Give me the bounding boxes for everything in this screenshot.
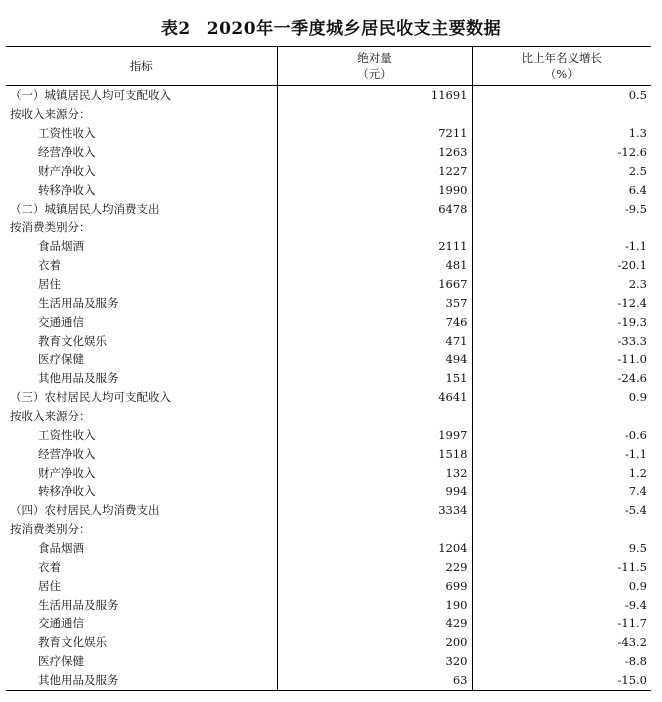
row-growth-value: -43.2 <box>472 633 651 652</box>
row-absolute-value: 132 <box>277 463 472 482</box>
table-row <box>6 425 651 444</box>
row-absolute-value: 357 <box>277 293 472 312</box>
row-absolute-value: 1997 <box>277 425 472 444</box>
row-absolute-value: 471 <box>277 331 472 350</box>
row-indicator: （二）城镇居民人均消费支出 <box>10 201 160 216</box>
header-growth-line1: 比上年名义增长 <box>521 51 602 65</box>
header-absolute <box>277 47 472 86</box>
row-indicator: 按消费类别分： <box>10 522 91 537</box>
row-indicator: （三）农村居民人均可支配收入 <box>10 390 171 405</box>
row-indicator: 居住 <box>38 277 61 292</box>
table-row <box>6 444 651 463</box>
row-absolute-value: 11691 <box>277 86 472 105</box>
table-row <box>6 576 651 595</box>
row-growth-value: -9.4 <box>472 595 651 614</box>
row-indicator: 交通通信 <box>38 314 84 329</box>
row-indicator: 经营净收入 <box>38 446 96 461</box>
row-indicator: 按收入来源分： <box>10 409 91 424</box>
table-row <box>6 407 651 426</box>
table-row <box>6 143 651 162</box>
row-growth-value: -19.3 <box>472 312 651 331</box>
table-row <box>6 482 651 501</box>
row-growth-value: 1.2 <box>472 463 651 482</box>
table-row <box>6 312 651 331</box>
table-row <box>6 124 651 143</box>
table-row <box>6 237 651 256</box>
header-indicator <box>6 47 277 86</box>
row-indicator: 食品烟酒 <box>38 239 84 254</box>
row-absolute-value: 229 <box>277 557 472 576</box>
row-absolute-value: 1204 <box>277 539 472 558</box>
table-body <box>6 86 651 691</box>
table-row <box>6 350 651 369</box>
row-indicator: 按消费类别分： <box>10 220 91 235</box>
row-growth-value: -9.5 <box>472 199 651 218</box>
income-expenditure-table <box>6 46 651 691</box>
row-growth-value: -0.6 <box>472 425 651 444</box>
row-absolute-value: 494 <box>277 350 472 369</box>
row-indicator: 经营净收入 <box>38 145 96 159</box>
table-row <box>6 520 651 539</box>
table-row <box>6 557 651 576</box>
row-growth-value: -24.6 <box>472 369 651 388</box>
table-row <box>6 652 651 671</box>
row-growth-value: -11.0 <box>472 350 651 369</box>
row-indicator: 教育文化娱乐 <box>38 635 107 650</box>
row-indicator: 交通通信 <box>38 616 84 631</box>
row-absolute-value <box>277 520 472 539</box>
table-row <box>6 199 651 218</box>
row-absolute-value: 1263 <box>277 143 472 162</box>
row-growth-value: -11.7 <box>472 614 651 633</box>
row-indicator: 教育文化娱乐 <box>38 333 107 348</box>
row-absolute-value: 1990 <box>277 180 472 199</box>
row-indicator: （一）城镇居民人均可支配收入 <box>10 88 171 103</box>
table-row <box>6 105 651 124</box>
row-growth-value: 0.9 <box>472 388 651 407</box>
row-growth-value: -1.1 <box>472 444 651 463</box>
row-absolute-value: 6478 <box>277 199 472 218</box>
header-indicator-label: 指标 <box>129 59 153 73</box>
header-growth <box>472 47 651 86</box>
row-growth-value: -1.1 <box>472 237 651 256</box>
row-indicator: 财产净收入 <box>38 465 96 480</box>
row-growth-value <box>472 407 651 426</box>
header-growth-line2: （%） <box>544 67 579 81</box>
row-indicator: 工资性收入 <box>38 427 96 442</box>
row-absolute-value <box>277 218 472 237</box>
table-row <box>6 633 651 652</box>
row-indicator: 财产净收入 <box>38 163 96 178</box>
row-growth-value: 7.4 <box>472 482 651 501</box>
row-absolute-value: 151 <box>277 369 472 388</box>
row-growth-value: -11.5 <box>472 557 651 576</box>
table-row <box>6 671 651 690</box>
row-growth-value: 6.4 <box>472 180 651 199</box>
row-growth-value: 1.3 <box>472 124 651 143</box>
row-growth-value: -15.0 <box>472 671 651 690</box>
row-growth-value: 2.3 <box>472 275 651 294</box>
table-row <box>6 331 651 350</box>
header-absolute-line1: 绝对量 <box>357 51 392 65</box>
row-indicator: 工资性收入 <box>38 126 96 141</box>
row-indicator: 医疗保健 <box>38 654 84 669</box>
row-growth-value: -12.6 <box>472 143 651 162</box>
row-growth-value: -8.8 <box>472 652 651 671</box>
row-absolute-value: 994 <box>277 482 472 501</box>
table-row <box>6 161 651 180</box>
table-row <box>6 293 651 312</box>
row-indicator: 其他用品及服务 <box>38 371 119 386</box>
row-indicator: 转移净收入 <box>38 484 96 499</box>
row-growth-value: 0.9 <box>472 576 651 595</box>
row-growth-value: -5.4 <box>472 501 651 520</box>
row-indicator: 衣着 <box>38 559 61 574</box>
table-row <box>6 388 651 407</box>
row-growth-value: 0.5 <box>472 86 651 105</box>
table-row <box>6 501 651 520</box>
row-absolute-value: 746 <box>277 312 472 331</box>
row-indicator: 居住 <box>38 578 61 593</box>
table-header-row <box>6 47 651 86</box>
row-indicator: 医疗保健 <box>38 352 84 367</box>
table-row <box>6 180 651 199</box>
table-row <box>6 86 651 105</box>
row-absolute-value <box>277 105 472 124</box>
table-row <box>6 539 651 558</box>
table-row <box>6 256 651 275</box>
row-growth-value <box>472 218 651 237</box>
row-indicator: 衣着 <box>38 258 61 273</box>
row-absolute-value: 1667 <box>277 275 472 294</box>
table-row <box>6 369 651 388</box>
row-absolute-value: 2111 <box>277 237 472 256</box>
row-growth-value <box>472 520 651 539</box>
table-row <box>6 614 651 633</box>
row-absolute-value: 3334 <box>277 501 472 520</box>
row-absolute-value: 429 <box>277 614 472 633</box>
header-absolute-line2: （元） <box>357 67 392 81</box>
row-indicator: （四）农村居民人均消费支出 <box>10 503 160 518</box>
row-growth-value: -20.1 <box>472 256 651 275</box>
row-absolute-value <box>277 407 472 426</box>
row-growth-value: 2.5 <box>472 161 651 180</box>
row-growth-value: 9.5 <box>472 539 651 558</box>
row-absolute-value: 190 <box>277 595 472 614</box>
row-absolute-value: 1227 <box>277 161 472 180</box>
row-growth-value <box>472 105 651 124</box>
table-title-text: 2020年一季度城乡居民收支主要数据 <box>206 19 502 39</box>
row-indicator: 按收入来源分： <box>10 107 91 122</box>
row-absolute-value: 4641 <box>277 388 472 407</box>
table-number: 表2 <box>160 19 191 39</box>
row-absolute-value: 699 <box>277 576 472 595</box>
row-indicator: 转移净收入 <box>38 182 96 197</box>
row-absolute-value: 200 <box>277 633 472 652</box>
row-absolute-value: 7211 <box>277 124 472 143</box>
row-indicator: 其他用品及服务 <box>6 671 277 690</box>
row-absolute-value: 63 <box>277 671 472 690</box>
row-indicator: 食品烟酒 <box>38 541 84 556</box>
table-row <box>6 463 651 482</box>
row-absolute-value: 481 <box>277 256 472 275</box>
row-indicator: 生活用品及服务 <box>38 295 119 310</box>
row-indicator: 生活用品及服务 <box>38 597 119 612</box>
table-row <box>6 218 651 237</box>
row-growth-value: -33.3 <box>472 331 651 350</box>
table-title <box>0 14 662 39</box>
row-absolute-value: 1518 <box>277 444 472 463</box>
table-row <box>6 275 651 294</box>
table-row <box>6 595 651 614</box>
row-absolute-value: 320 <box>277 652 472 671</box>
row-growth-value: -12.4 <box>472 293 651 312</box>
